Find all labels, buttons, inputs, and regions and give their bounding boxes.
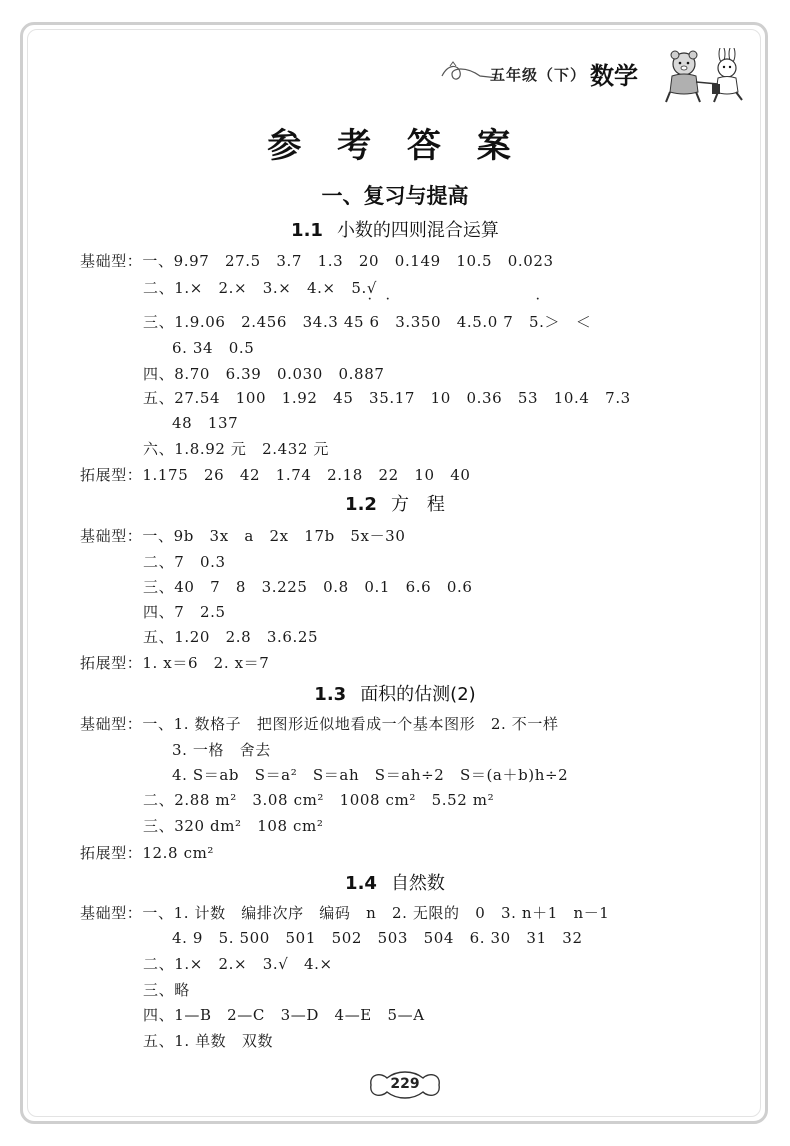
answer-line: 二、7 0.3 [143, 553, 226, 571]
subsection-number: 1.4 [345, 873, 377, 894]
answer-line: 二、2.88 m² 3.08 cm² 1008 cm² 5.52 m² [143, 791, 495, 809]
section-title: 一、复习与提高 [321, 184, 469, 208]
answer-line: 二、1.× 2.× 3.√ 4.× [143, 955, 333, 973]
subsection-1-3-title [0, 680, 790, 706]
subsection-1-2-title [0, 490, 790, 516]
book-header [440, 48, 760, 98]
subsection-name: 自然数 [390, 873, 445, 894]
subsection-name: 方 程 [390, 494, 445, 515]
answer-line: 拓展型：1. x＝6 2. x＝7 [80, 654, 270, 672]
answer-line: 四、1—B 2—C 3—D 4—E 5—A [143, 1006, 425, 1024]
answer-line: 三、40 7 8 3.225 0.8 0.1 6.6 0.6 [143, 578, 473, 596]
answer-line: 基础型：一、1. 数格子 把图形近似地看成一个基本图形 2. 不一样 [80, 715, 559, 733]
answer-line: 五、27.54 100 1.92 45 35.17 10 0.36 53 10.4 7.3 [143, 389, 631, 407]
subsection-name: 小数的四则混合运算 [336, 220, 499, 241]
answer-line: 二、1.× 2.× 3.× 4.× 5.√ [143, 279, 377, 297]
mascots-icon [656, 48, 756, 104]
repeating-dot-mark: · [386, 294, 390, 305]
answer-line: 五、1. 单数 双数 [143, 1032, 274, 1050]
answer-line: 48 137 [172, 414, 239, 432]
subsection-number: 1.3 [314, 684, 347, 705]
answer-line: 六、1.8.92 元 2.432 元 [143, 440, 329, 458]
subsection-1-4-title [0, 869, 790, 895]
page-title: 参 考 答 案 [267, 126, 523, 166]
answer-line: 三、320 dm² 108 cm² [143, 817, 324, 835]
repeating-dot-mark: · [536, 294, 540, 305]
grade-label: 五年级（下） [490, 66, 587, 84]
subject-label: 数学 [590, 62, 638, 90]
repeating-dot-mark: · [368, 294, 372, 305]
answer-line: 拓展型：12.8 cm² [80, 844, 215, 862]
answer-line: 基础型：一、9.97 27.5 3.7 1.3 20 0.149 10.5 0.023 [80, 252, 554, 270]
subsection-name: 面积的估测(2) [360, 684, 476, 705]
subsection-1-1-title [0, 216, 790, 242]
answer-line: 三、1.9.06 2.456 34.3 45 6 3.350 4.5.0 7 5.＞ ＜ [143, 313, 592, 331]
answer-line: 6. 34 0.5 [172, 339, 255, 357]
answer-line: 四、7 2.5 [143, 603, 226, 621]
answer-line: 3. 一格 舍去 [172, 741, 271, 759]
page-number-badge [367, 1068, 443, 1102]
subsection-number: 1.2 [345, 494, 377, 515]
answer-line: 基础型：一、9b 3x a 2x 17b 5x－30 [80, 527, 406, 545]
subsection-number: 1.1 [291, 220, 323, 241]
answer-line: 四、8.70 6.39 0.030 0.887 [143, 365, 385, 383]
answer-line: 三、略 [143, 981, 190, 999]
answer-line: 4. 9 5. 500 501 502 503 504 6. 30 31 32 [172, 929, 583, 947]
answer-line: 五、1.20 2.8 3.6.25 [143, 628, 319, 646]
answer-line: 拓展型：1.175 26 42 1.74 2.18 22 10 40 [80, 466, 471, 484]
answer-line: 基础型：一、1. 计数 编排次序 编码 n 2. 无限的 0 3. n＋1 n－1 [80, 904, 610, 922]
page-number: 229 [390, 1076, 420, 1092]
answer-line: 4. S＝ab S＝a² S＝ah S＝ah÷2 S＝(a＋b)h÷2 [172, 766, 569, 784]
